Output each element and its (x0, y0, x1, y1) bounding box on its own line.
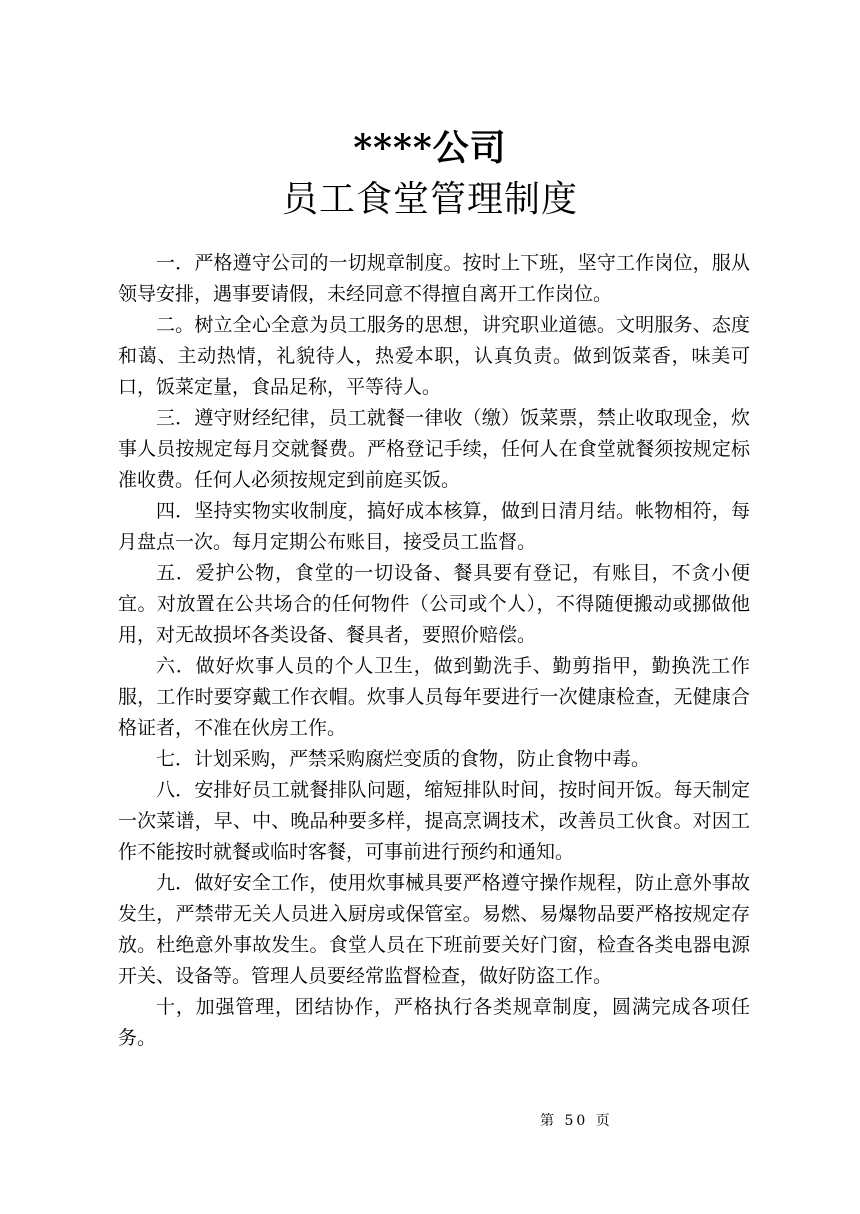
paragraph-6: 六．做好炊事人员的个人卫生，做到勤洗手、勤剪指甲，勤换洗工作服，工作时要穿戴工作衣帽。炊事人员每年要进行一次健康检查，无健康合格证者，不准在伙房工作。 (118, 655, 750, 739)
document-title: 员工食堂管理制度 (281, 179, 578, 220)
paragraph-3: 三．遵守财经纪律，员工就餐一律收（缴）饭菜票，禁止收取现金，炊事人员按规定每月交就餐费。严格登记手续，任何人在食堂就餐须按规定标准收费。任何人必须按规定到前庭买饭。 (118, 407, 750, 491)
paragraph-9: 九．做好安全工作，使用炊事械具要严格遵守操作规程，防止意外事故发生，严禁带无关人员进入厨房或保管室。易燃、易爆物品要严格按规定存放。杜绝意外事故发生。食堂人员在下班前要关好门窗，检查各类电器电源开关、设备等。管理人员要经常监督检查，做好防盗工作。 (118, 872, 750, 987)
paragraph-5: 五．爱护公物，食堂的一切设备、餐具要有登记，有账目，不贪小便宜。对放置在公共场合的任何物件（公司或个人），不得随便搬动或挪做他用，对无故损坏各类设备、餐具者，要照价赔偿。 (118, 562, 750, 646)
title-block (0, 122, 860, 226)
paragraph-2: 二。树立全心全意为员工服务的思想，讲究职业道德。文明服务、态度和蔼、主动热情，礼貌待人，热爱本职，认真负责。做到饭菜香，味美可口，饭菜定量，食品足称，平等待人。 (118, 314, 750, 398)
paragraph-10: 十，加强管理，团结协作，严格执行各类规章制度，圆满完成各项任务。 (118, 996, 750, 1049)
company-name: ****公司 (353, 127, 507, 169)
paragraph-8: 八．安排好员工就餐排队问题，缩短排队时间，按时间开饭。每天制定一次菜谱，早、中、晚品种要多样，提高烹调技术，改善员工伙食。对因工作不能按时就餐或临时客餐，可事前进行预约和通知。 (118, 779, 750, 863)
paragraph-7: 七．计划采购，严禁采购腐烂变质的食物，防止食物中毒。 (156, 748, 651, 770)
page-number: 第 50 页 (540, 1113, 613, 1129)
paragraph-1: 一．严格遵守公司的一切规章制度。按时上下班，坚守工作岗位，服从领导安排，遇事要请假，未经同意不得擅自离开工作岗位。 (118, 252, 750, 305)
paragraph-4: 四．坚持实物实收制度，搞好成本核算，做到日清月结。帐物相符，每月盘点一次。每月定期公布账目，接受员工监督。 (118, 500, 750, 553)
body-text (118, 248, 750, 1054)
